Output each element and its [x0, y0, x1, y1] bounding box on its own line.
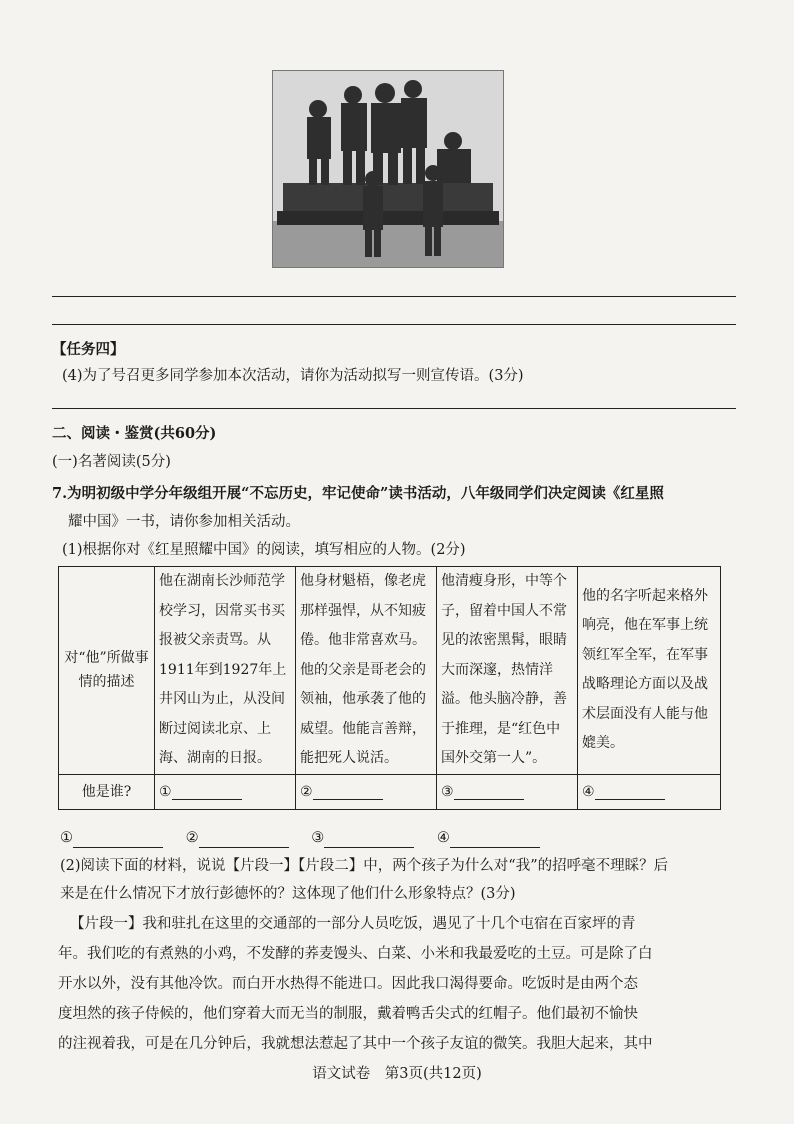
fill-blank[interactable]: [450, 831, 540, 848]
answer-cell-3[interactable]: [437, 774, 578, 809]
q7-intro-line2: 耀中国》一书，请你参加相关活动。: [68, 514, 300, 530]
q7-sub1: (1)根据你对《红星照耀中国》的阅读，填写相应的人物。(2分): [62, 542, 466, 558]
fill-blank[interactable]: [324, 831, 414, 848]
fill-mark: ④: [436, 830, 450, 846]
answer-mark: ①: [159, 784, 172, 800]
answer-blank[interactable]: [172, 783, 242, 800]
answer-blank[interactable]: [454, 783, 524, 800]
passage-line-3: 开水以外，没有其他冷饮。而白开水热得不能进口。因此我口渴得要命。吃饭时是由两个态: [58, 976, 638, 992]
answer-cell-4[interactable]: [578, 774, 721, 809]
description-cell-1: 他在湖南长沙师范学校学习，因常买书买报被父亲责骂。从1911年到1927年上井冈山为止，从没间断过阅读北京、上海、湖南的日报。: [155, 567, 296, 775]
sculpture-photo: [272, 70, 504, 268]
answer-mark: ②: [300, 784, 313, 800]
fill-mark: ②: [185, 830, 199, 846]
answer-mark: ③: [441, 784, 454, 800]
row-header-who: 他是谁?: [59, 774, 155, 809]
answer-mark: ④: [582, 784, 595, 800]
task4-heading: 【任务四】: [52, 341, 125, 358]
answer-line[interactable]: [52, 408, 736, 409]
character-table: [58, 566, 721, 810]
sculpture-illustration: [273, 71, 503, 267]
passage-line-1: 【片段一】我和驻扎在这里的交通部的一部分人员吃饭，遇见了十几个屯宿在百家坪的青: [70, 916, 636, 932]
q7-sub2-line2: 来是在什么情况下才放行彭德怀的？这体现了他们什么形象特点？(3分): [60, 886, 516, 902]
passage-line-5: 的注视着我，可是在几分钟后，我就想法惹起了其中一个孩子友谊的微笑。我胆大起来，其中: [58, 1036, 653, 1052]
q7-intro-line1: 7.为明初级中学分年级组开展“不忘历史，牢记使命”读书活动，八年级同学们决定阅读《红星照: [52, 485, 664, 502]
description-cell-4: 他的名字听起来格外响亮，他在军事上统领红军全军，在军事战略理论方面以及战术层面没有人能与他媲美。: [578, 567, 721, 775]
fill-mark: ③: [311, 830, 325, 846]
fill-blank[interactable]: [73, 831, 163, 848]
answer-cell-1[interactable]: [155, 774, 296, 809]
answer-blank[interactable]: [313, 783, 383, 800]
passage-line-2: 年。我们吃的有煮熟的小鸡，不发酵的荞麦馒头、白菜、小米和我最爱吃的土豆。可是除了白: [58, 946, 653, 962]
q7-sub2-line1: (2)阅读下面的材料，说说【片段一】【片段二】中，两个孩子为什么对“我”的招呼毫不理睬？后: [60, 858, 669, 874]
answer-cell-2[interactable]: [296, 774, 437, 809]
fill-blank[interactable]: [199, 831, 289, 848]
task4-question: (4)为了号召更多同学参加本次活动，请你为活动拟写一则宣传语。(3分): [62, 368, 524, 384]
row-header-description: 对“他”所做事情的描述: [59, 567, 155, 775]
description-cell-2: 他身材魁梧，像老虎那样强悍，从不知疲倦。他非常喜欢马。他的父亲是哥老会的领袖，他承袭了他的威望。他能言善辩，能把死人说活。: [296, 567, 437, 775]
answer-blank[interactable]: [595, 783, 665, 800]
section2-sub1: (一)名著阅读(5分): [52, 454, 171, 470]
section2-title: 二、阅读・鉴赏(共60分): [52, 425, 217, 442]
answer-line[interactable]: [52, 324, 736, 325]
fill-blank-row: [60, 828, 558, 848]
description-cell-3: 他清瘦身形，中等个子，留着中国人不常见的浓密黑髯，眼睛大而深邃，热情洋溢。他头脑冷静，善于推理，是“红色中国外交第一人”。: [437, 567, 578, 775]
fill-mark: ①: [60, 830, 73, 846]
passage-line-4: 度坦然的孩子侍候的，他们穿着大而无当的制服，戴着鸭舌尖式的红帽子。他们最初不愉快: [58, 1006, 638, 1022]
answer-line[interactable]: [52, 296, 736, 297]
page-footer: 语文试卷 第3页(共12页): [312, 1066, 482, 1082]
